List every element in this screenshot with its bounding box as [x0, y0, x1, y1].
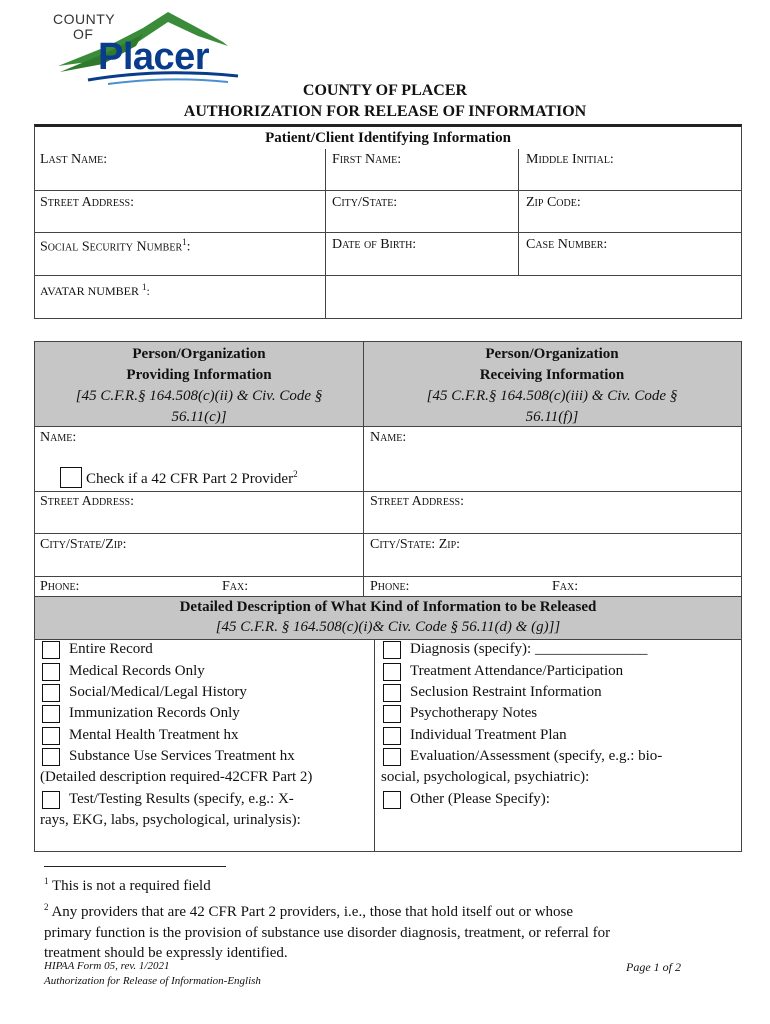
ssn-label: Social Security Number$^1$: — [40, 237, 191, 255]
logo-placer-text: Placer — [98, 36, 210, 78]
receiving-fax-label: Fax: — [552, 579, 579, 594]
part2-provider-checkbox[interactable] — [60, 467, 82, 488]
treatment-attendance-checkbox[interactable] — [383, 663, 401, 681]
receiving-phone-label: Phone: — [370, 579, 410, 594]
diagnosis-label: Diagnosis (specify): _______________ — [410, 641, 648, 657]
psychotherapy-notes-checkbox[interactable] — [383, 705, 401, 723]
middle-initial-label: Middle Initial: — [526, 152, 614, 167]
test-results-label: Test/Testing Results (specify, e.g.: X- — [69, 791, 294, 807]
other-label: Other (Please Specify): — [410, 791, 550, 807]
mental-health-checkbox[interactable] — [42, 727, 60, 745]
providing-header: Person/Organization Providing Information [45 C.F.R.§ 164.508(c)(ii) & Civ. Code § 56.11(c)] — [75, 346, 323, 425]
dob-label: Date of Birth: — [332, 237, 417, 252]
evaluation-label: Evaluation/Assessment (specify, e.g.: bio- — [410, 748, 663, 764]
evaluation-note: social, psychological, psychiatric): — [381, 769, 590, 785]
footnote-1: $^1$ This is not a required field — [44, 876, 211, 894]
entire-record-label: Entire Record — [69, 641, 153, 657]
case-number-label: Case Number: — [526, 237, 608, 252]
document-title: COUNTY OF PLACER — [302, 82, 468, 99]
release-header: Detailed Description of What Kind of Information to be Released — [179, 599, 597, 615]
logo-county-text: COUNTY OF — [53, 11, 116, 42]
test-results-checkbox[interactable] — [42, 791, 60, 809]
substance-use-note: (Detailed description required-42CFR Part 2) — [40, 769, 313, 785]
footnote-2: $^2$ Any providers that are 42 CFR Part 2 providers, i.e., those that hold itself out or whose primary function is the provision of substance use disorder diagnosis, treatment, or referral for treatment should be expressly identified. — [44, 902, 611, 961]
providing-fax-label: Fax: — [222, 579, 249, 594]
test-results-label-cont: rays, EKG, labs, psychological, urinalysis): — [40, 812, 301, 828]
other-checkbox[interactable] — [383, 791, 401, 809]
part2-provider-label: Check if a 42 CFR Part 2 Provider$^2$ — [86, 469, 298, 487]
medical-records-checkbox[interactable] — [42, 663, 60, 681]
patient-info-header: Patient/Client Identifying Information — [265, 130, 511, 146]
medical-records-label: Medical Records Only — [69, 663, 205, 679]
receiving-street-label: Street Address: — [370, 494, 464, 509]
form-number: HIPAA Form 05, rev. 1/2021 — [44, 960, 170, 972]
zip-code-label: Zip Code: — [526, 195, 581, 210]
immunization-label: Immunization Records Only — [69, 705, 240, 721]
psychotherapy-notes-label: Psychotherapy Notes — [410, 705, 538, 721]
social-medical-legal-label: Social/Medical/Legal History — [69, 684, 247, 700]
entire-record-checkbox[interactable] — [42, 641, 60, 659]
substance-use-label: Substance Use Services Treatment hx — [69, 748, 295, 764]
seclusion-restraint-label: Seclusion Restraint Information — [410, 684, 602, 700]
release-subheader: [45 C.F.R. § 164.508(c)(i)& Civ. Code § 56.11(d) & (g)]] — [215, 619, 561, 635]
receiving-name-label: Name: — [370, 430, 407, 445]
immunization-checkbox[interactable] — [42, 705, 60, 723]
providing-phone-label: Phone: — [40, 579, 80, 594]
seclusion-restraint-checkbox[interactable] — [383, 684, 401, 702]
mental-health-label: Mental Health Treatment hx — [69, 727, 239, 743]
receiving-city-label: City/State: Zip: — [370, 537, 461, 552]
evaluation-checkbox[interactable] — [383, 748, 401, 766]
providing-street-label: Street Address: — [40, 494, 134, 509]
treatment-plan-checkbox[interactable] — [383, 727, 401, 745]
substance-use-checkbox[interactable] — [42, 748, 60, 766]
document-subtitle: AUTHORIZATION FOR RELEASE OF INFORMATION — [183, 103, 587, 120]
first-name-label: First Name: — [332, 152, 402, 167]
county-logo — [48, 6, 244, 86]
avatar-number-label: AVATAR NUMBER $^1$: — [40, 282, 150, 298]
providing-name-label: Name: — [40, 430, 77, 445]
page-number: Page 1 of 2 — [626, 960, 681, 974]
form-name: Authorization for Release of Information-English — [44, 975, 261, 987]
providing-city-label: City/State/Zip: — [40, 537, 127, 552]
last-name-label: Last Name: — [40, 152, 108, 167]
treatment-attendance-label: Treatment Attendance/Participation — [410, 663, 624, 679]
diagnosis-checkbox[interactable] — [383, 641, 401, 659]
treatment-plan-label: Individual Treatment Plan — [410, 727, 567, 743]
social-medical-legal-checkbox[interactable] — [42, 684, 60, 702]
receiving-header: Person/Organization Receiving Information [45 C.F.R.§ 164.508(c)(iii) & Civ. Code § 56.11(f)] — [426, 346, 678, 425]
street-address-label: Street Address: — [40, 195, 134, 210]
city-state-label: City/State: — [332, 195, 398, 210]
